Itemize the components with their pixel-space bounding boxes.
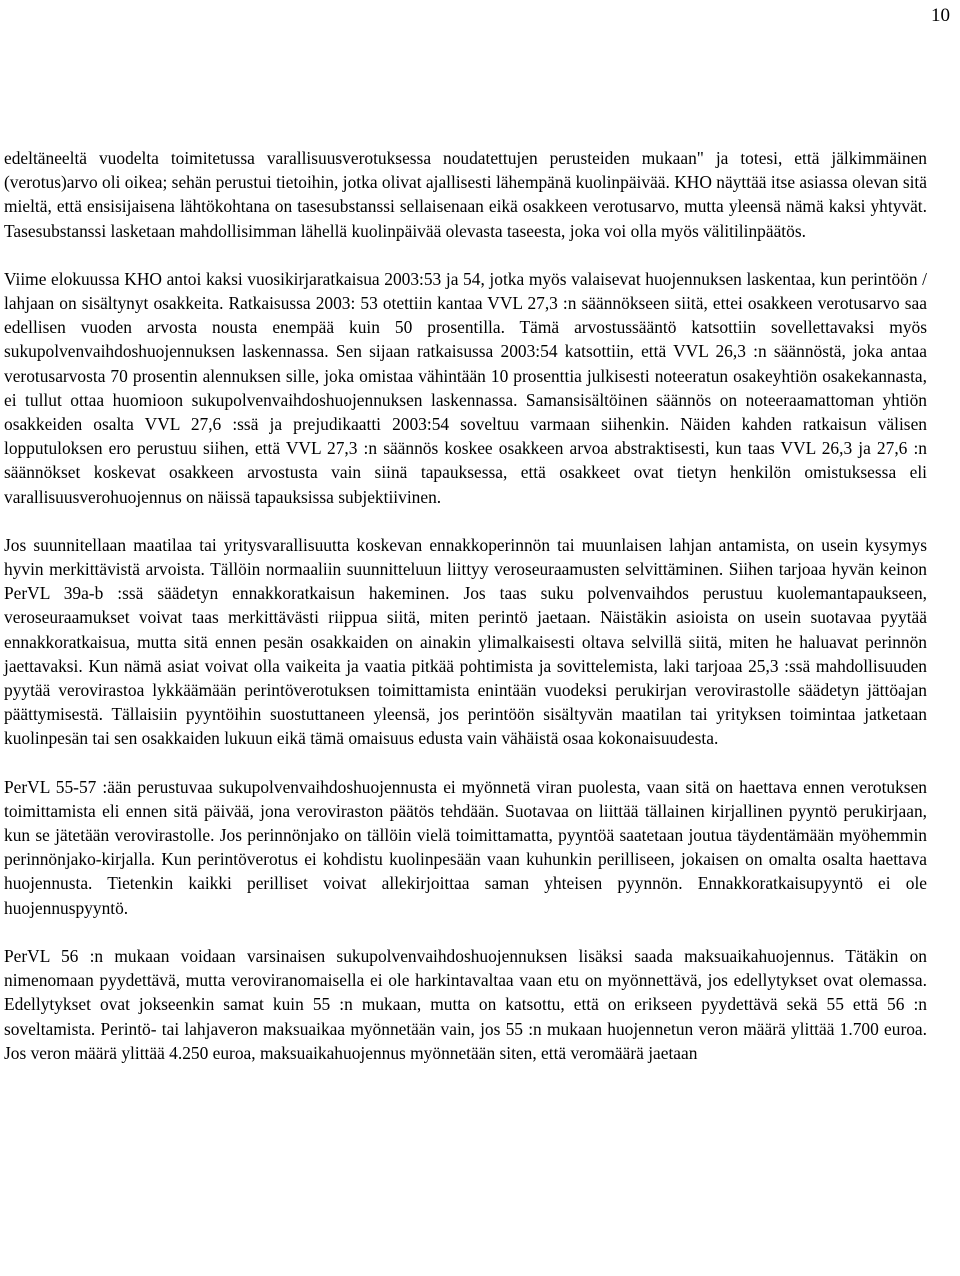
paragraph-5: PerVL 56 :n mukaan voidaan varsinaisen sukupolvenvaihdoshuojennuksen lisäksi saada maksuaikahuojennus. Tätäkin on nimenomaan pyydettävä, mutta veroviranomaisella ei ole harkintavaltaa vaan etu on myönnettävä, jos edellytykset ovat olemassa. Edellytykset ovat jokseenkin samat kuin 55 :n mukaan, mutta on katsottu, että on erikseen pyydettävä sekä 55 että 56 :n soveltamista. Perintö- tai lahjaveron maksuaikaa myönnetään vain, jos 55 :n mukaan huojennetun veron määrä ylittää 1.700 euroa. Jos veron määrä ylittää 4.250 euroa, maksuaikahuojennus myönnetään siten, että veromäärä jaetaan	[4, 945, 927, 1063]
paragraph-1: edeltäneeltä vuodelta toimitetussa varallisuusverotuksessa noudatettujen perusteiden mukaan" ja totesi, että jälkimmäinen (verotus)arvo oli oikea; sehän perustui tietoihin, jotka olivat ajallisesti lähempänä kuolinpäivää. KHO näyttää itse asiassa olevan sitä mieltä, että ensisijaisena lähtökohtana on tasesubstanssi sellaisenaan eikä osakkeen verotusarvo, mutta yleensä nämä kaksi yhtyvät. Tasesubstanssi lasketaan mahdollisimman lähellä kuolinpäivää olevasta taseesta, joka voi olla myös välitilinpäätös.	[4, 148, 927, 241]
paragraph-4: PerVL 55-57 :ään perustuvaa sukupolvenvaihdoshuojennusta ei myönnetä viran puolesta, vaan sitä on haettava ennen verotuksen toimittamista eli ennen sitä päivää, jona veroviraston päätös tehdään. Suotavaa on liittää tällainen kirjallinen pyyntö perukirjaan, kun se jätetään verovirastolle. Jos perinnönjako on tällöin vielä toimittamatta, pyyntöä saatetaan joutua täydentämään myöhemmin perinnönjako-kirjalla. Kun perintöverotus ei kohdistu kuolinpesään vaan kuhunkin perilliseen, jokaisen on omalta osalta haettava huojennusta. Tietenkin kaikki perilliset voivat allekirjoittaa saman yhteisen pyynnön. Ennakkoratkaisupyyntö ei ole huojennuspyyntö.	[4, 776, 927, 918]
paragraph-3: Jos suunnitellaan maatilaa tai yritysvarallisuutta koskevan ennakkoperinnön tai muunlaisen lahjan antamista, on usein kysymys hyvin merkittävistä arvoista. Tällöin normaaliin suunnitteluun liittyy veroseuraamusten selvittäminen. Siihen tarjoaa hyvän keinon PerVL 39a-b :ssä säädetyn ennakkoratkaisun hakeminen. Jos taas suku polvenvaihdos perustuu kuolemantapaukseen, veroseuraamukset voivat taas merkittävästi riippua siitä, miten perintö jaetaan. Näistäkin asioista on usein suotavaa pyytää ennakkoratkaisua, mutta sitä ennen pesän osakkaiden on ainakin ylimalkaisesti oltava selvillä siitä, miten he haluavat perinnön jaettavaksi. Kun nämä asiat voivat olla vaikeita ja vaatia pitkää pohtimista ja sovittelemista, laki tarjoaa 25,3 :ssä mahdollisuuden pyytää verovirastoa lykkäämään perintöverotuksen toimittamista enintään vuodeksi perukirjan verovirastolle säädetyn jättöajan päättymisestä. Tällaisiin pyyntöihin suostuttaneen yleensä, jos perintöön sisältyvän maatilan tai yrityksen toimintaa jatketaan kuolinpesän tai sen osakkaiden lukuun eikä tämä omaisuus edusta vain vähäistä osaa kokonaisuudesta.	[4, 534, 927, 749]
paragraph-2: Viime elokuussa KHO antoi kaksi vuosikirjaratkaisua 2003:53 ja 54, jotka myös valaisevat huojennuksen laskentaa, kun perintöön / lahjaan on sisältynyt osakkeita. Ratkaisussa 2003: 53 otettiin kantaa VVL 27,3 :n säännökseen siitä, ettei osakkeen verotusarvo saa edellisen vuoden arvosta nousta enempää kuin 50 prosentilla. Tämä arvostussääntö katsottiin sovellettavaksi myös sukupolvenvaihdoshuojennuksen laskennassa. Sen sijaan ratkaisussa 2003:54 katsottiin, että VVL 26,3 :n säännöstä, joka antaa verotusarvosta 70 prosentin alennuksen sille, joka omistaa vähintään 10 prosenttia julkisesti noteeratun osakeyhtiön osakekannasta, ei tullut ottaa huomioon sukupolvenvaihdoshuojennuksen laskennassa. Samansisältöinen säännös on noteeraamattoman yhtiön osakkeiden osalta VVL 27,6 :ssä ja prejudikaatti 2003:54 soveltuu varmaan siihenkin. Näiden kahden ratkaisun välisen lopputuloksen ero perustuu siihen, että VVL 27,3 :n säännös koskee osakkeen arvoa abstraktisesti, kun taas VVL 26,3 ja 27,6 :n säännökset koskevat osakkeen arvostusta vain siinä tapauksessa, että osakkeet ovat tietyn henkilön omistuksessa eli varallisuusverohuojennus on näissä tapauksissa subjektiivinen.	[4, 268, 927, 507]
document-body	[4, 146, 927, 1065]
page-number: 10	[931, 5, 950, 26]
